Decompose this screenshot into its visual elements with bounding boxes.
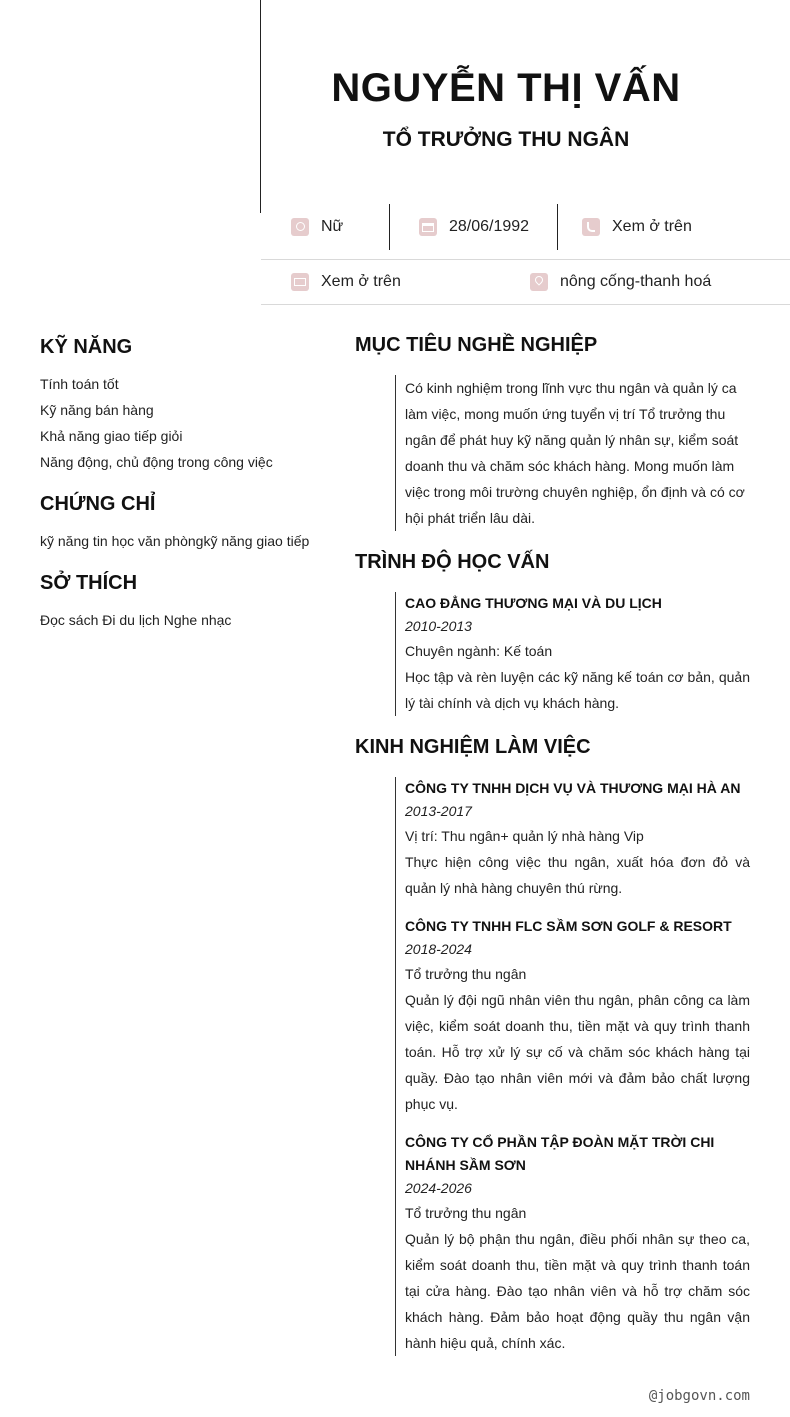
gender-field — [261, 204, 389, 250]
experience-entry — [405, 1131, 750, 1356]
birthdate-value: 28/06/1992 — [449, 218, 530, 235]
hobbies-text: Đọc sách Đi du lịch Nghe nhạc — [40, 612, 232, 628]
right-column — [355, 334, 750, 1376]
education-major: Chuyên ngành: Kế toán — [405, 643, 553, 659]
skill-item: Khả năng giao tiếp giỏi — [40, 428, 183, 444]
objective-heading: MỤC TIÊU NGHỀ NGHIỆP — [355, 334, 598, 356]
skills-section — [40, 336, 330, 475]
experience-date: 2013-2017 — [405, 803, 472, 819]
experience-heading: KINH NGHIỆM LÀM VIỆC — [355, 736, 591, 758]
experience-role: Tổ trưởng thu ngân — [405, 966, 527, 982]
experience-section — [355, 736, 750, 1356]
birthdate-field — [390, 204, 557, 250]
address-field — [530, 260, 711, 304]
skill-item: Năng động, chủ động trong công việc — [40, 454, 273, 470]
skill-item: Kỹ năng bán hàng — [40, 402, 154, 418]
email-field — [261, 260, 530, 304]
company-name: CÔNG TY TNHH DỊCH VỤ VÀ THƯƠNG MẠI HÀ AN — [405, 780, 741, 796]
location-pin-icon — [530, 273, 548, 291]
certificates-section — [40, 493, 330, 554]
experience-date: 2018-2024 — [405, 941, 472, 957]
left-column — [40, 336, 330, 651]
objective-section — [355, 334, 750, 531]
gender-value: Nữ — [321, 218, 344, 235]
email-value: Xem ở trên — [321, 273, 401, 290]
experience-body — [395, 777, 750, 1356]
phone-value: Xem ở trên — [612, 218, 692, 235]
candidate-name: NGUYỄN THỊ VẤN — [331, 66, 681, 110]
education-date: 2010-2013 — [405, 618, 472, 634]
company-name: CÔNG TY CỔ PHẦN TẬP ĐOÀN MẶT TRỜI CHI NHÁNH SẦM SƠN — [405, 1134, 715, 1173]
experience-description: Quản lý bộ phận thu ngân, điều phối nhân sự theo ca, kiểm soát doanh thu, tiền mặt và quy trình thanh toán tại cửa hàng. Đào tạo nhân viên và hỗ trợ chăm sóc khách hàng. Đảm bảo hoạt động quầy thu ngân vận hành hiệu quả, chính xác. — [405, 1231, 750, 1351]
experience-role: Vị trí: Thu ngân+ quản lý nhà hàng Vip — [405, 828, 644, 844]
contact-row-2 — [261, 260, 790, 304]
gender-icon — [291, 218, 309, 236]
education-heading: TRÌNH ĐỘ HỌC VẤN — [355, 551, 550, 573]
school-name: CAO ĐẲNG THƯƠNG MẠI VÀ DU LỊCH — [405, 595, 662, 611]
experience-description: Thực hiện công việc thu ngân, xuất hóa đơn đỏ và quản lý nhà hàng chuyên thú rừng. — [405, 854, 750, 896]
experience-date: 2024-2026 — [405, 1180, 472, 1196]
experience-role: Tổ trưởng thu ngân — [405, 1205, 527, 1221]
education-entry — [405, 592, 750, 716]
address-value: nông cống-thanh hoá — [560, 273, 712, 290]
objective-body — [395, 375, 750, 531]
skill-item: Tính toán tốt — [40, 376, 119, 392]
company-name: CÔNG TY TNHH FLC SẦM SƠN GOLF & RESORT — [405, 918, 732, 934]
contact-row-1 — [261, 204, 790, 250]
mail-icon — [291, 273, 309, 291]
experience-entry — [405, 777, 750, 901]
watermark: @jobgovn.com — [648, 1388, 750, 1404]
hobbies-heading: SỞ THÍCH — [40, 572, 138, 594]
job-title: TỔ TRƯỞNG THU NGÂN — [382, 128, 630, 151]
calendar-icon — [419, 218, 437, 236]
hobbies-section — [40, 572, 330, 633]
info-divider — [261, 304, 790, 305]
experience-description: Quản lý đội ngũ nhân viên thu ngân, phân công ca làm việc, kiểm soát doanh thu, tiền mặt và quy trình thanh toán. Hỗ trợ xử lý sự cố và chăm sóc khách hàng tại quầy. Đào tạo nhân viên mới và đảm bảo chất lượng phục vụ. — [405, 992, 750, 1112]
education-section — [355, 551, 750, 716]
education-body — [395, 592, 750, 716]
phone-icon — [582, 218, 600, 236]
education-description: Học tập và rèn luyện các kỹ năng kế toán cơ bản, quản lý tài chính và dịch vụ khách hàng. — [405, 669, 750, 711]
phone-field — [558, 204, 692, 250]
certificates-text: kỹ năng tin học văn phòngkỹ năng giao tiếp — [40, 533, 310, 549]
objective-text: Có kinh nghiệm trong lĩnh vực thu ngân và quản lý ca làm việc, mong muốn ứng tuyển vị trí Tổ trưởng thu ngân để phát huy kỹ năng quản lý nhân sự, kiểm soát doanh thu và chăm sóc khách hàng. Mong muốn làm việc trong môi trường chuyên nghiệp, ổn định và có cơ hội phát triển lâu dài. — [405, 380, 745, 526]
experience-entry — [405, 915, 750, 1117]
skills-heading: KỸ NĂNG — [40, 336, 133, 358]
certificates-heading: CHỨNG CHỈ — [40, 493, 156, 515]
